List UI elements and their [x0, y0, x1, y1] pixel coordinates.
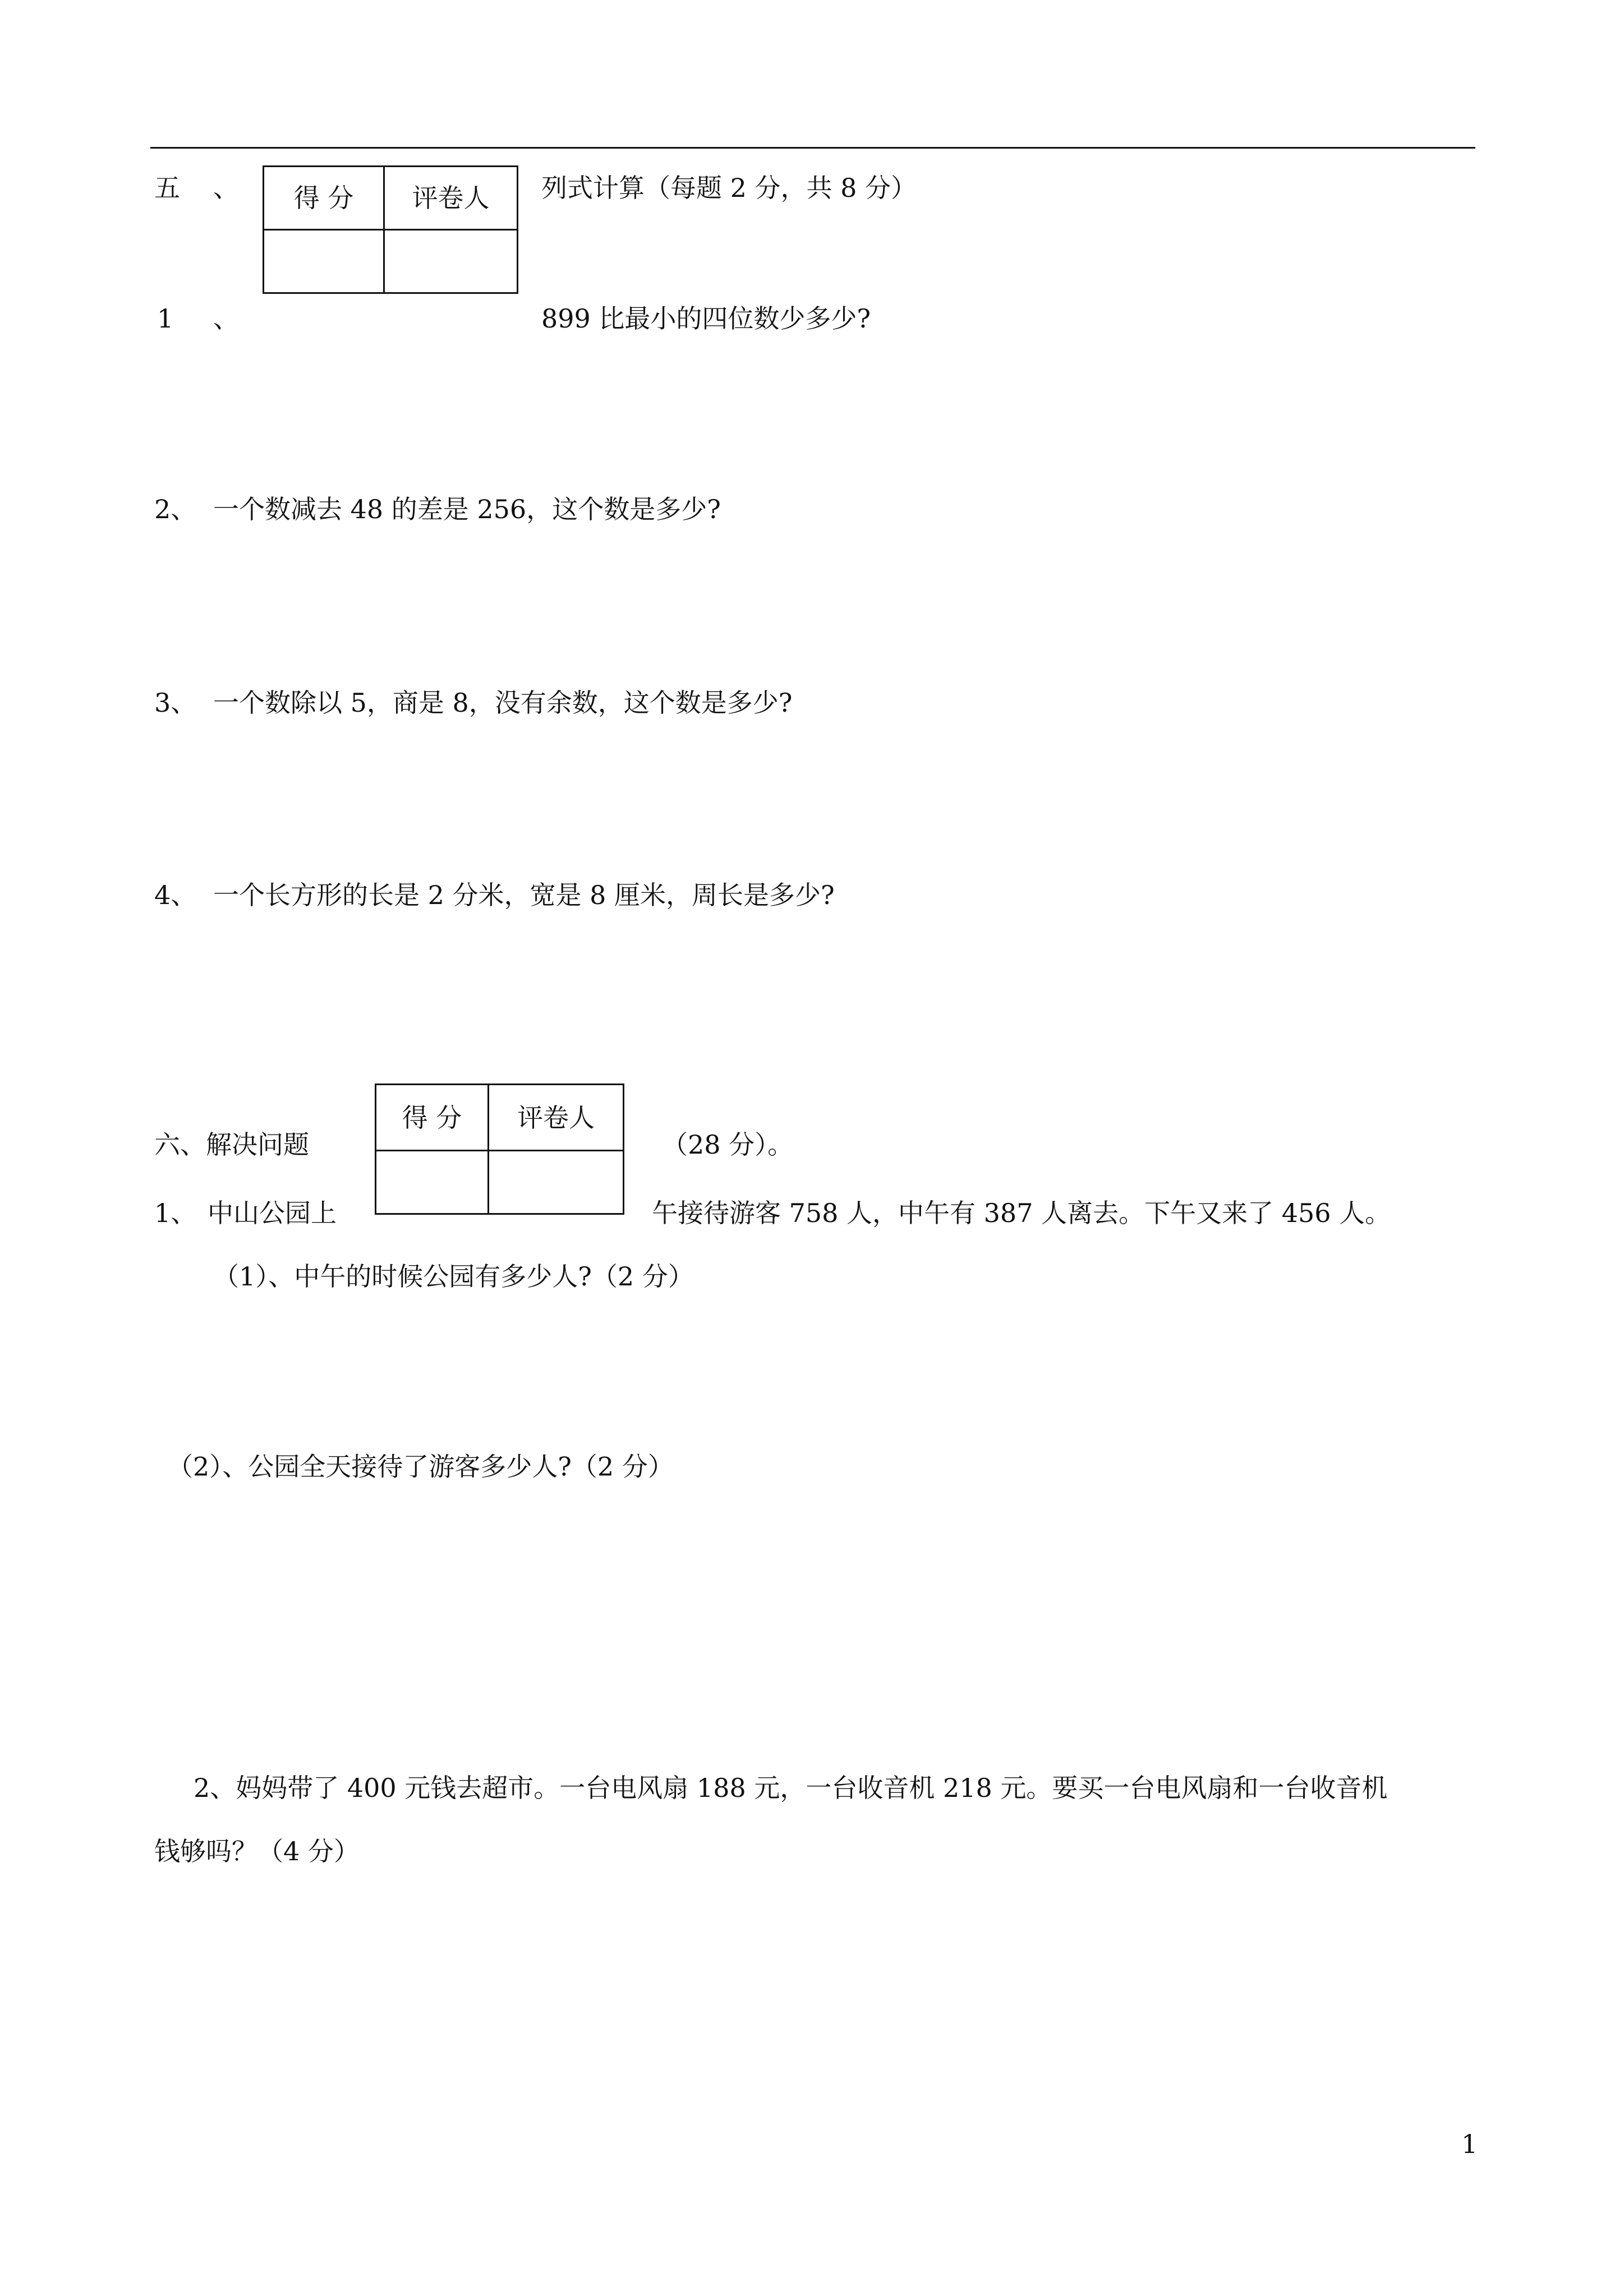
section5-score-box: [263, 165, 518, 294]
question-number: 1、: [154, 1198, 197, 1228]
question-text: 2、妈妈带了 400 元钱去超市。一台电风扇 188 元，一台收音机 218 元。要买一台电风扇和一台收音机: [194, 1773, 1388, 1803]
grader-header: 评卷人: [384, 167, 518, 230]
question-text: 一个数除以 5，商是 8，没有余数，这个数是多少?: [213, 688, 793, 718]
score-header: 得 分: [376, 1085, 489, 1151]
question-text: 899 比最小的四位数少多少?: [541, 303, 871, 334]
grader-field[interactable]: [489, 1151, 624, 1214]
question-text-start: 中山公园上: [208, 1198, 337, 1228]
question-sep: 、: [213, 303, 239, 334]
grader-field[interactable]: [384, 230, 518, 293]
question-number: 2、: [154, 494, 197, 524]
section6-points: （28 分）。: [662, 1129, 794, 1160]
question-text-cont: 钱够吗？（4 分）: [154, 1836, 360, 1866]
sub-question: （2）、公园全天接待了游客多少人?（2 分）: [167, 1451, 674, 1482]
question-number: 3、: [154, 688, 197, 718]
section6-score-box: [375, 1084, 624, 1215]
sub-question: （1）、中午的时候公园有多少人?（2 分）: [213, 1261, 694, 1292]
question-text-end: 午接待游客 758 人，中午有 387 人离去。下午又来了 456 人。: [652, 1198, 1391, 1228]
score-field[interactable]: [376, 1151, 489, 1214]
section5-sep: 、: [213, 173, 239, 203]
grader-header: 评卷人: [489, 1085, 624, 1151]
score-header: 得 分: [264, 167, 384, 230]
question-number: 4、: [154, 880, 197, 910]
section5-label: 五: [154, 173, 180, 203]
page-number: 1: [1461, 2129, 1478, 2159]
score-field[interactable]: [264, 230, 384, 293]
section5-heading: 列式计算（每题 2 分，共 8 分）: [541, 173, 917, 203]
header-rule: [150, 147, 1475, 149]
question-number: 1: [157, 303, 174, 334]
question-text: 一个长方形的长是 2 分米，宽是 8 厘米，周长是多少?: [213, 880, 835, 910]
question-text: 一个数减去 48 的差是 256，这个数是多少?: [213, 494, 721, 524]
section6-heading: 六、解决问题: [154, 1129, 309, 1160]
